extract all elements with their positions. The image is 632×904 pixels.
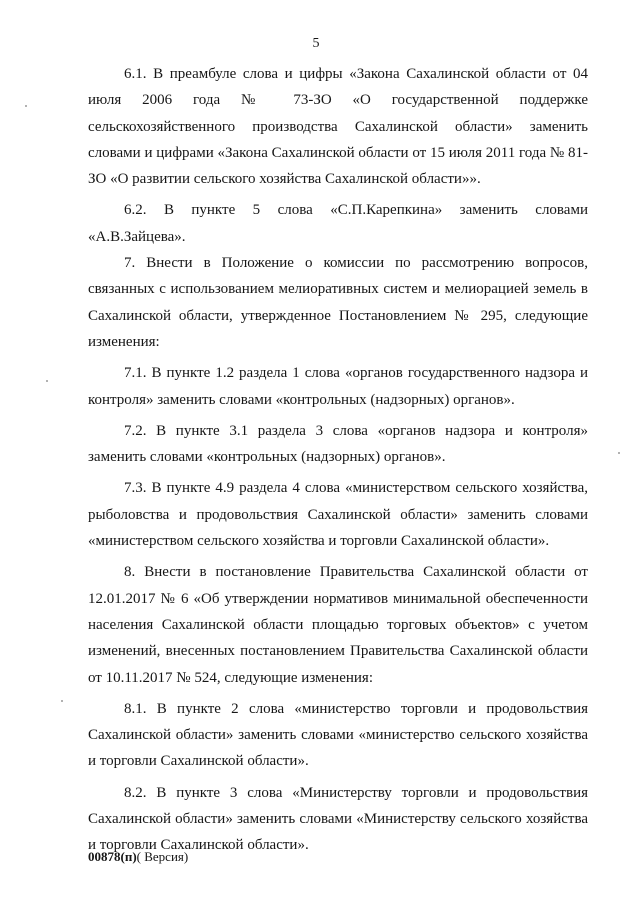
paragraph-7-1: 7.1. В пункте 1.2 раздела 1 слова «органов государственного надзора и контроля» заменить словами «контрольных (надзорных) органов». bbox=[88, 365, 588, 408]
paragraph-6-2: 6.2. В пункте 5 слова «С.П.Карепкина» заменить словами «А.В.Зайцева». bbox=[88, 202, 588, 245]
document-version-footer bbox=[88, 849, 188, 865]
paragraph-8-1: 8.1. В пункте 2 слова «министерство торговли и продовольствия Сахалинской области» заменить словами «министерство сельского хозяйства и торговли Сахалинской области». bbox=[88, 700, 588, 770]
document-body bbox=[88, 61, 588, 859]
version-label: ( Версия) bbox=[136, 849, 189, 864]
page-number: 5 bbox=[312, 36, 320, 51]
scan-speck bbox=[618, 452, 620, 454]
paragraph-6-1: 6.1. В преамбуле слова и цифры «Закона Сахалинской области от 04 июля 2006 года № 73-ЗО «О государственной поддержке сельскохозяйственного производства Сахалинской области» заменить словами и цифрами «Закона Сахалинской области от 15 июля 2011 года № 81-ЗО «О развитии сельского хозяйства Сахалинской области»». bbox=[88, 66, 588, 188]
document-code: 00878(п) bbox=[88, 849, 137, 864]
paragraph-7-3: 7.3. В пункте 4.9 раздела 4 слова «министерством сельского хозяйства, рыболовства и продовольствия Сахалинской области» заменить словами «министерством сельского хозяйства и торговли Сахалинской области». bbox=[88, 480, 588, 550]
scan-speck bbox=[46, 380, 48, 382]
paragraph-7-2: 7.2. В пункте 3.1 раздела 3 слова «органов надзора и контроля» заменить словами «контрольных (надзорных) органов». bbox=[88, 422, 588, 466]
scan-speck bbox=[61, 700, 63, 702]
paragraph-8-2: 8.2. В пункте 3 слова «Министерству торговли и продовольствия Сахалинской области» заменить словами «Министерству сельского хозяйства и торговли Сахалинской области». bbox=[88, 784, 588, 854]
scan-speck bbox=[25, 105, 27, 107]
paragraph-8: 8. Внести в постановление Правительства Сахалинской области от 12.01.2017 № 6 «Об утверждении нормативов минимальной обеспеченности населения Сахалинской области площадью торговых объектов» с учетом изменений, внесенных постановлением Правительства Сахалинской области от 10.11.2017 № 524, следующие изменения: bbox=[88, 564, 588, 686]
paragraph-7: 7. Внести в Положение о комиссии по рассмотрению вопросов, связанных с использованием мелиоративных систем и мелиорацией земель в Сахалинской области, утвержденное Постановлением № 295, следующие изменения: bbox=[88, 255, 588, 350]
